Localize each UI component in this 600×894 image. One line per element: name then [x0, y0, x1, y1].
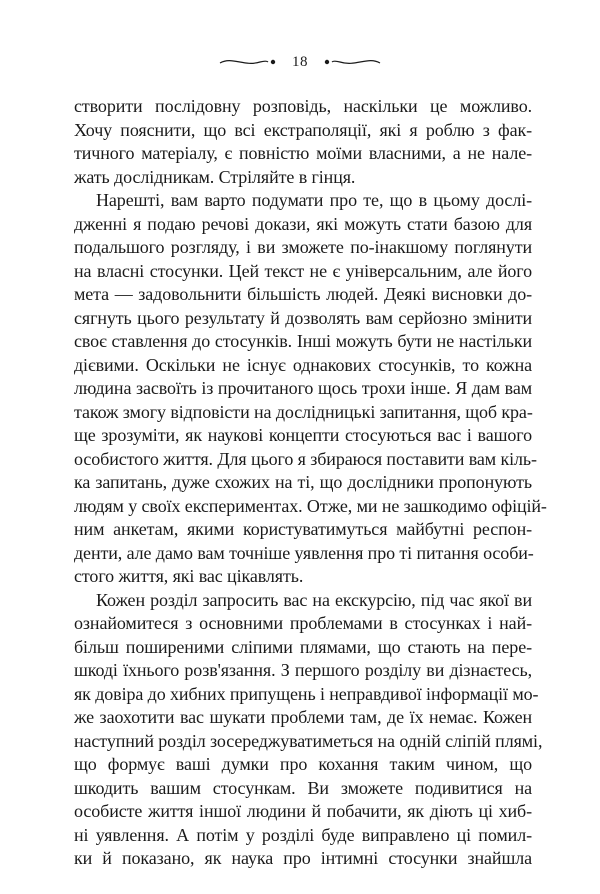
text-line: більш поширеними сліпими плямами, що стають на пере- — [74, 636, 532, 657]
text-line: що формує ваші думки про кохання таким чином, що — [74, 754, 532, 774]
page-number: 18 — [292, 53, 308, 70]
text-line: Нарешті, вам варто подумати про те, що в цьому дослі- — [96, 190, 532, 210]
text-line: своє ставлення до стосунків. Інші можуть бути не настільки — [74, 331, 532, 351]
text-line: ознайомитеся з основними проблемами в стосунках і най- — [74, 613, 532, 633]
text-line: ки й показано, як наука про інтимні стосунки знайшла — [74, 848, 532, 868]
text-line: ним анкетам, якими користуватимуться майбутні респон- — [74, 519, 532, 539]
text-line: також змогу відповісти на дослідницькі запитання, щоб кра- — [74, 401, 533, 422]
text-line: людям у своїх експериментах. Отже, ми не зашкодимо офіцій- — [74, 495, 547, 516]
text-line: наступний розділ зосереджуватиметься на одній сліпій плямі, — [74, 730, 543, 751]
text-line: ка запитань, дуже схожих на ті, що дослідники пропонують — [74, 472, 532, 492]
text-line: подальшого розгляду, і ви зможете по-інакшому поглянути — [74, 237, 532, 257]
text-line: як довіра до хибних припущень і неправдивої інформації мо- — [74, 683, 539, 704]
text-line: створити послідовну розповідь, наскільки це можливо. — [74, 96, 532, 116]
text-line: мета — задовольнити більшість людей. Деякі висновки до- — [74, 284, 532, 304]
right-ornament-icon — [322, 54, 382, 70]
text-line: шкодить вашим стосункам. Ви зможете подивитися на — [74, 777, 532, 798]
text-line: дієвими. Оскільки не існує однакових стосунків, то кожна — [74, 354, 532, 375]
left-ornament-icon — [218, 54, 278, 70]
page-header — [0, 50, 600, 74]
text-line: особистого життя. Для цього я збираюся поставити вам кіль- — [74, 448, 537, 469]
text-line: денти, але дамо вам точніше уявлення про ті питання особи- — [74, 542, 534, 563]
text-line: стого життя, які вас цікавлять. — [74, 566, 304, 586]
text-line: шкоді їхнього розв'язання. З першого розділу ви дізнаєтесь, — [74, 660, 532, 680]
text-line: ще зрозуміти, як наукові концепти стосуються вас і вашого — [74, 425, 532, 445]
text-line: же заохотити вас шукати проблеми там, де їх немає. Кожен — [74, 707, 532, 727]
body-text — [74, 95, 547, 871]
text-line: сягнуть цього результату й дозволять вам серйозно змінити — [74, 307, 532, 328]
text-line: ні уявлення. А потім у розділі буде виправлено ці помил- — [74, 824, 532, 845]
text-line: людина засвоїть із прочитаного щось трохи інше. Я дам вам — [74, 378, 532, 398]
text-line: особисте життя іншої людини й побачити, як діють ці хиб- — [74, 801, 532, 821]
text-line: жать дослідникам. Стріляйте в гінця. — [74, 166, 356, 187]
text-line: Хочу пояснити, що всі екстраполяції, які я роблю з фак- — [74, 119, 532, 140]
text-line: тичного матеріалу, є повністю моїми власними, а не нале- — [74, 143, 532, 163]
text-line: дженні я подаю речові докази, які можуть стати базою для — [74, 213, 532, 234]
text-line: на власні стосунки. Цей текст не є універсальним, але його — [74, 260, 532, 281]
text-line: Кожен розділ запросить вас на екскурсію, під час якої ви — [96, 589, 532, 610]
